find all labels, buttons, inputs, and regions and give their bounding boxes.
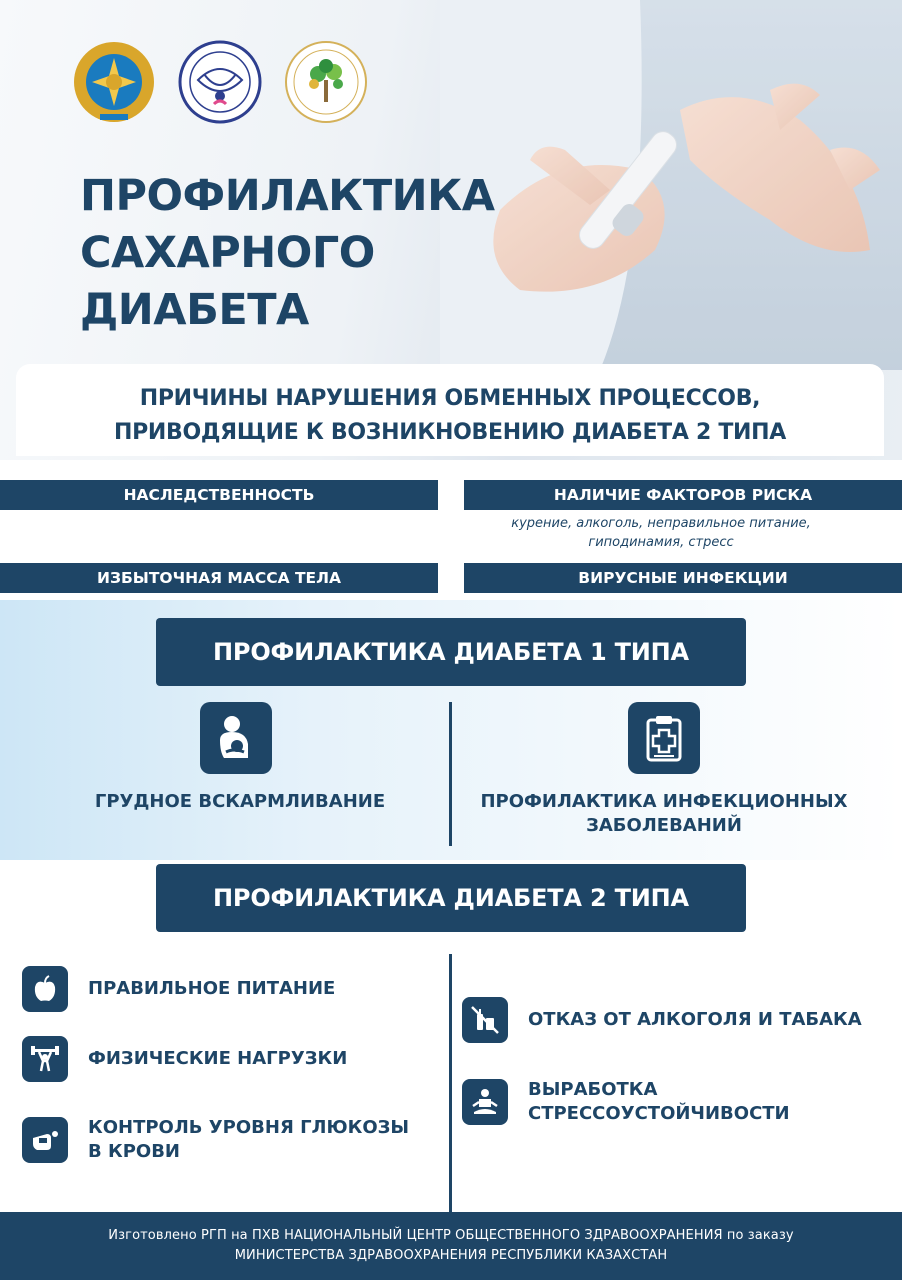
risk-detail-line: гиподинамия, стресс — [588, 535, 734, 550]
item-label-line: В КРОВИ — [88, 1141, 180, 1162]
section-title-text: ПРОФИЛАКТИКА ДИАБЕТА 1 ТИПА — [213, 638, 689, 666]
title-line: ДИАБЕТА — [80, 285, 309, 335]
title-line: САХАРНОГО — [80, 228, 375, 278]
type2-item-stress-resilience — [462, 1078, 790, 1126]
item-label-line: ПРОФИЛАКТИКА ИНФЕКЦИОННЫХ — [480, 791, 848, 812]
cause-label: ВИРУСНЫЕ ИНФЕКЦИИ — [578, 569, 788, 587]
cause-label: НАСЛЕДСТВЕННОСТЬ — [123, 486, 315, 504]
apple-icon — [22, 966, 68, 1012]
page-title — [80, 168, 495, 339]
type1-item-infection-prevention — [462, 790, 866, 838]
type2-item-nutrition — [22, 966, 335, 1012]
section-divider — [449, 954, 452, 1212]
glucose-test-hands-image — [440, 0, 902, 370]
cause-label: НАЛИЧИЕ ФАКТОРОВ РИСКА — [553, 486, 813, 504]
footer-line: МИНИСТЕРСТВА ЗДРАВООХРАНЕНИЯ РЕСПУБЛИКИ КАЗАХСТАН — [234, 1248, 668, 1263]
ncph-tree-logo — [282, 38, 370, 126]
cause-viral-infections — [464, 563, 902, 593]
glucometer-icon — [22, 1117, 68, 1163]
cause-label: ИЗБЫТОЧНАЯ МАССА ТЕЛА — [96, 569, 342, 587]
type2-item-glucose-control — [22, 1116, 409, 1164]
breastfeeding-icon — [200, 702, 272, 774]
deni-sau-ult-logo — [176, 38, 264, 126]
item-label-line: ОТКАЗ ОТ АЛКОГОЛЯ И ТАБАКА — [528, 1009, 862, 1030]
section-divider — [449, 702, 452, 846]
meditation-icon — [462, 1079, 508, 1125]
cause-excess-weight — [0, 563, 438, 593]
footer-line: Изготовлено РГП на ПХВ НАЦИОНАЛЬНЫЙ ЦЕНТР ОБЩЕСТВЕННОГО ЗДРАВООХРАНЕНИЯ по заказу — [108, 1228, 794, 1243]
causes-heading-card — [16, 364, 884, 456]
risk-detail-line: курение, алкоголь, неправильное питание, — [511, 516, 811, 531]
type1-item-breastfeeding — [60, 790, 420, 814]
kazakhstan-emblem — [70, 38, 158, 126]
logos-row — [70, 38, 370, 126]
item-label-line: КОНТРОЛЬ УРОВНЯ ГЛЮКОЗЫ — [88, 1117, 410, 1138]
item-label-line: ПРАВИЛЬНОЕ ПИТАНИЕ — [88, 978, 336, 999]
section-title-text: ПРОФИЛАКТИКА ДИАБЕТА 2 ТИПА — [213, 884, 689, 912]
type2-section-title — [156, 864, 746, 932]
title-line: ПРОФИЛАКТИКА — [80, 171, 495, 221]
type1-section-title — [156, 618, 746, 686]
risk-factors-details — [464, 514, 858, 552]
item-label-line: ВЫРАБОТКА — [528, 1079, 658, 1100]
type2-item-quit-alcohol-tobacco — [462, 997, 862, 1043]
weightlifting-icon — [22, 1036, 68, 1082]
no-alcohol-tobacco-icon — [462, 997, 508, 1043]
causes-heading-line: ПРИЧИНЫ НАРУШЕНИЯ ОБМЕННЫХ ПРОЦЕССОВ, — [139, 386, 761, 411]
type2-item-physical-activity — [22, 1036, 347, 1082]
item-label-line: ФИЗИЧЕСКИЕ НАГРУЗКИ — [88, 1048, 348, 1069]
causes-heading-line: ПРИВОДЯЩИЕ К ВОЗНИКНОВЕНИЮ ДИАБЕТА 2 ТИПА — [113, 420, 787, 445]
medical-clipboard-icon — [628, 702, 700, 774]
cause-risk-factors — [464, 480, 902, 510]
item-label-line: ЗАБОЛЕВАНИЙ — [586, 815, 742, 836]
item-label-line: СТРЕССОУСТОЙЧИВОСТИ — [528, 1103, 790, 1124]
item-label-line: ГРУДНОЕ ВСКАРМЛИВАНИЕ — [94, 791, 386, 812]
cause-heredity — [0, 480, 438, 510]
footer — [0, 1212, 902, 1280]
